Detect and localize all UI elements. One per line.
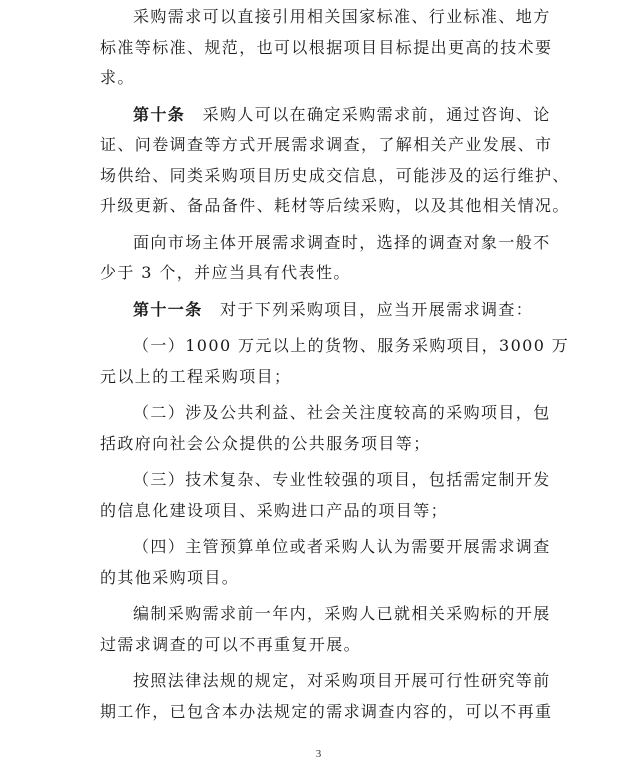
paragraph-line: 采购需求可以直接引用相关国家标准、行业标准、地方 xyxy=(133,7,551,26)
article-10-line xyxy=(100,100,551,131)
paragraph-line: 编制采购需求前一年内，采购人已就相关采购标的开展 xyxy=(133,604,551,623)
article-10-text: 采购人可以在确定采购需求前，通过咨询、论 xyxy=(185,104,551,124)
list-item-line: （三）技术复杂、专业性较强的项目，包括需定制开发 xyxy=(133,470,551,489)
article-11-text: 对于下列采购项目，应当开展需求调查： xyxy=(202,299,534,319)
article-10-heading: 第十条 xyxy=(133,104,186,124)
list-item-line: 元以上的工程采购项目； xyxy=(100,366,292,386)
paragraph-line: 场供给、同类采购项目历史成交信息，可能涉及的运行维护、 xyxy=(100,165,570,185)
paragraph-line: 面向市场主体开展需求调查时，选择的调查对象一般不 xyxy=(133,232,551,252)
page-number: 3 xyxy=(315,748,322,760)
paragraph-line: 标准等标准、规范，也可以根据项目目标提出更高的技术要 xyxy=(100,37,553,57)
paragraph-line: 升级更新、备品备件、耗材等后续采购，以及其他相关情况。 xyxy=(100,196,570,215)
list-item-line: 的其他采购项目。 xyxy=(100,567,240,587)
paragraph-line: 期工作，已包含本办法规定的需求调查内容的，可以不再重 xyxy=(100,701,553,721)
paragraph-line: 过需求调查的可以不再重复开展。 xyxy=(100,634,362,654)
paragraph-line: 求。 xyxy=(100,68,135,87)
paragraph-line: 按照法律法规的规定，对采购项目开展可行性研究等前 xyxy=(133,671,551,690)
article-11-heading: 第十一条 xyxy=(133,299,203,319)
list-item-line: 括政府向社会公众提供的公共服务项目等； xyxy=(100,433,431,453)
body-text xyxy=(100,0,570,727)
list-item-line: （四）主管预算单位或者采购人认为需要开展需求调查 xyxy=(133,537,551,556)
article-11-line xyxy=(100,295,545,326)
paragraph-line: 证、问卷调查等方式开展需求调查，了解相关产业发展、市 xyxy=(100,135,553,154)
list-item-line: （一）1000 万元以上的货物、服务采购项目，3000 万 xyxy=(133,336,570,355)
list-item-line: 的信息化建设项目、采购进口产品的项目等； xyxy=(100,500,449,520)
paragraph-line: 少于 3 个，并应当具有代表性。 xyxy=(100,263,351,282)
list-item-line: （二）涉及公共利益、社会关注度较高的采购项目，包 xyxy=(133,403,551,422)
